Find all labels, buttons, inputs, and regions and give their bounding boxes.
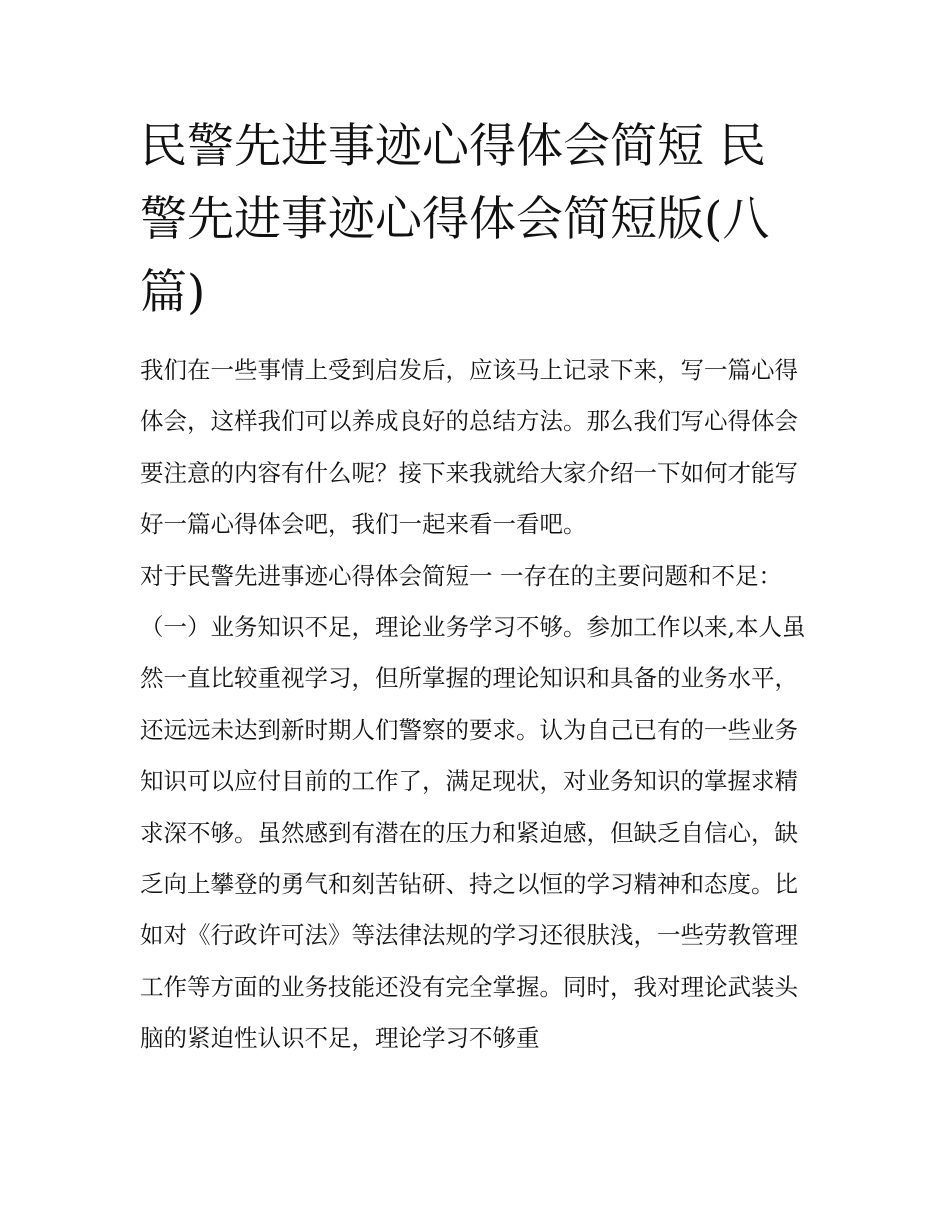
intro-paragraph: 我们在一些事情上受到启发后，应该马上记录下来，写一篇心得体会，这样我们可以养成良好的总结方法。那么我们写心得体会要注意的内容有什么呢？接下来我就给大家介绍一下如何才能写好一篇心得体会吧，我们一起来看一看吧。 bbox=[140, 356, 798, 539]
document-body bbox=[140, 110, 812, 1065]
document-title: 民警先进事迹心得体会简短 民警先进事迹心得体会简短版(八篇) bbox=[140, 119, 770, 320]
section-heading-paragraph: 对于民警先进事迹心得体会简短一 一存在的主要问题和不足： bbox=[140, 561, 782, 590]
body-paragraph: （一）业务知识不足，理论业务学习不够。参加工作以来,本人虽然一直比较重视学习，但所掌握的理论知识和具备的业务水平，还远远未达到新时期人们警察的要求。认为自己已有的一些业务知识可以应付目前的工作了，满足现状，对业务知识的掌握求精求深不够。虽然感到有潜在的压力和紧迫感，但缺乏自信心，缺乏向上攀登的勇气和刻苦钻研、持之以恒的学习精神和态度。比如对《行政许可法》等法律法规的学习还很肤浅，一些劳教管理工作等方面的业务技能还没有完全掌握。同时，我对理论武装头脑的紧迫性认识不足，理论学习不够重 bbox=[140, 613, 806, 1053]
